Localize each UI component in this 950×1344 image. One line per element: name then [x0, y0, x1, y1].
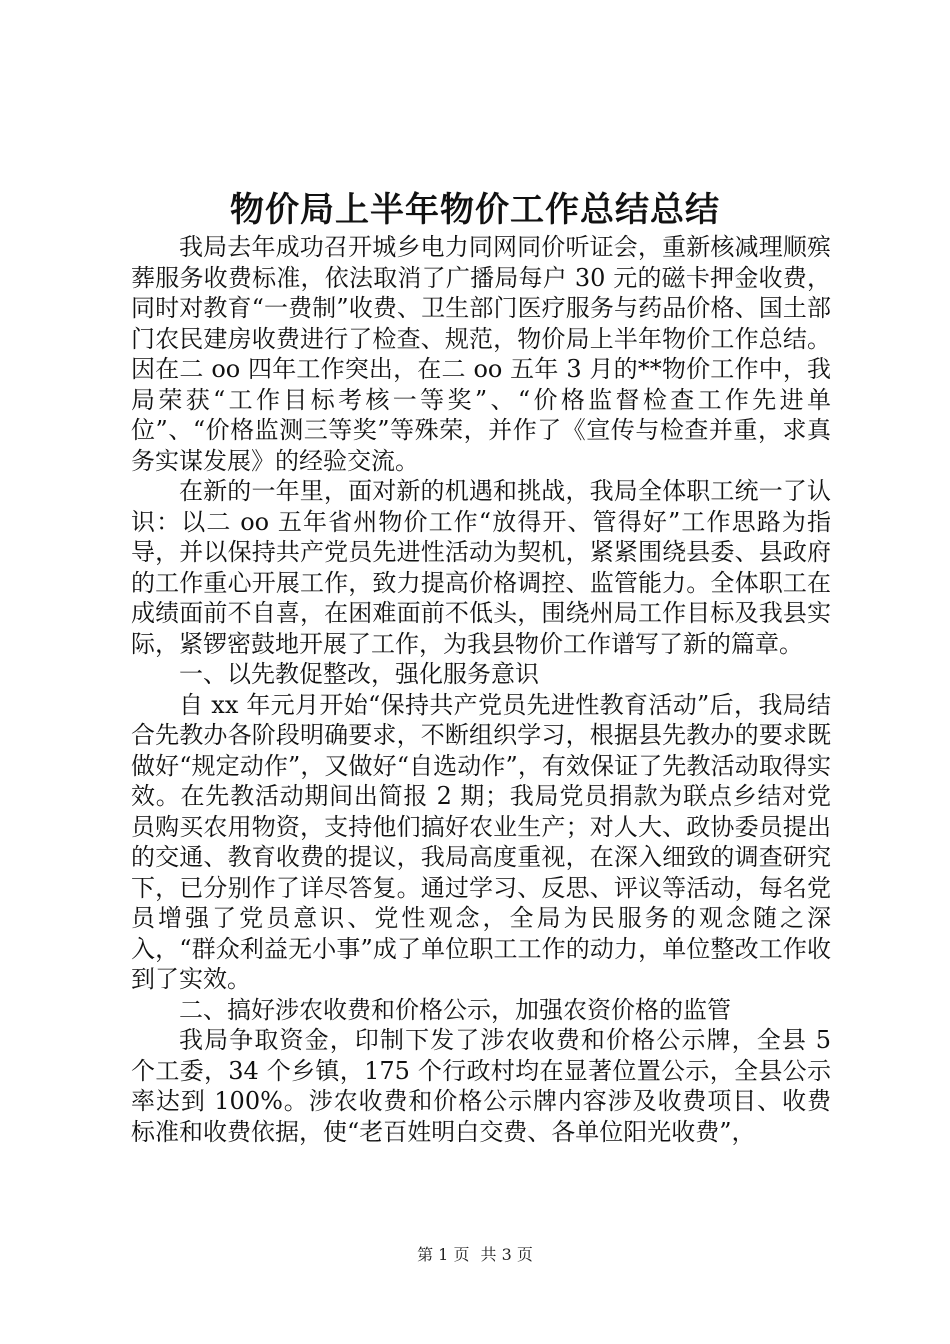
section-heading-2: 二、搞好涉农收费和价格公示，加强农资价格的监管 — [179, 995, 731, 1024]
page-footer — [0, 1244, 950, 1266]
page-number: 第 1 页 — [417, 1245, 470, 1264]
section-1-paragraph: 自 xx 年元月开始“保持共产党员先进性教育活动”后，我局结合先教办各阶段明确要求，不断组织学习，根据县先教办的要求既做好“规定动作”，又做好“自选动作”，有效保证了先教活动取得实效。在先教活动期间出简报 2 期；我局党员捐款为联点乡结对党员购买农用物资，支持他们搞好农业生产；对人大、政协委员提出的交通、教育收费的提议，我局高度重视，在深入细致的调查研究下，已分别作了详尽答复。通过学习、反思、评议等活动，每名党员增强了党员意识、党性观念，全局为民服务的观念随之深入，“群众利益无小事”成了单位职工工作的动力，单位整改工作收到了实效。 — [131, 690, 831, 993]
paragraph-1: 我局去年成功召开城乡电力同网同价听证会，重新核减理顺殡葬服务收费标准，依法取消了广播局每户 30 元的磁卡押金收费，同时对教育“一费制”收费、卫生部门医疗服务与药品价格、国土部门农民建房收费进行了检查、规范，物价局上半年物价工作总结。因在二 oo 四年工作突出，在二 oo 五年 3 月的**物价工作中，我局荣获“工作目标考核一等奖”、“价格监督检查工作先进单位”、“价格监测三等奖”等殊荣，并作了《宣传与检查并重，求真务实谋发展》的经验交流。 — [131, 233, 831, 475]
section-2-paragraph: 我局争取资金，印制下发了涉农收费和价格公示牌，全县 5 个工委，34 个乡镇，175 个行政村均在显著位置公示，全县公示率达到 100%。涉农收费和价格公示牌内容涉及收费项目、收费标准和收费依据，使“老百姓明白交费、各单位阳光收费”， — [131, 1026, 831, 1146]
paragraph-2: 在新的一年里，面对新的机遇和挑战，我局全体职工统一了认识：以二 oo 五年省州物价工作“放得开、管得好”工作思路为指导，并以保持共产党员先进性活动为契机，紧紧围绕县委、县政府的工作重心开展工作，致力提高价格调控、监管能力。全体职工在成绩面前不自喜，在困难面前不低头，围绕州局工作目标及我县实际，紧锣密鼓地开展了工作，为我县物价工作谱写了新的篇章。 — [131, 477, 831, 658]
document-title: 物价局上半年物价工作总结总结 — [230, 190, 720, 230]
section-heading-1: 一、以先教促整改，强化服务意识 — [179, 660, 539, 688]
document-body — [131, 232, 831, 1147]
page-total: 共 3 页 — [480, 1245, 533, 1264]
